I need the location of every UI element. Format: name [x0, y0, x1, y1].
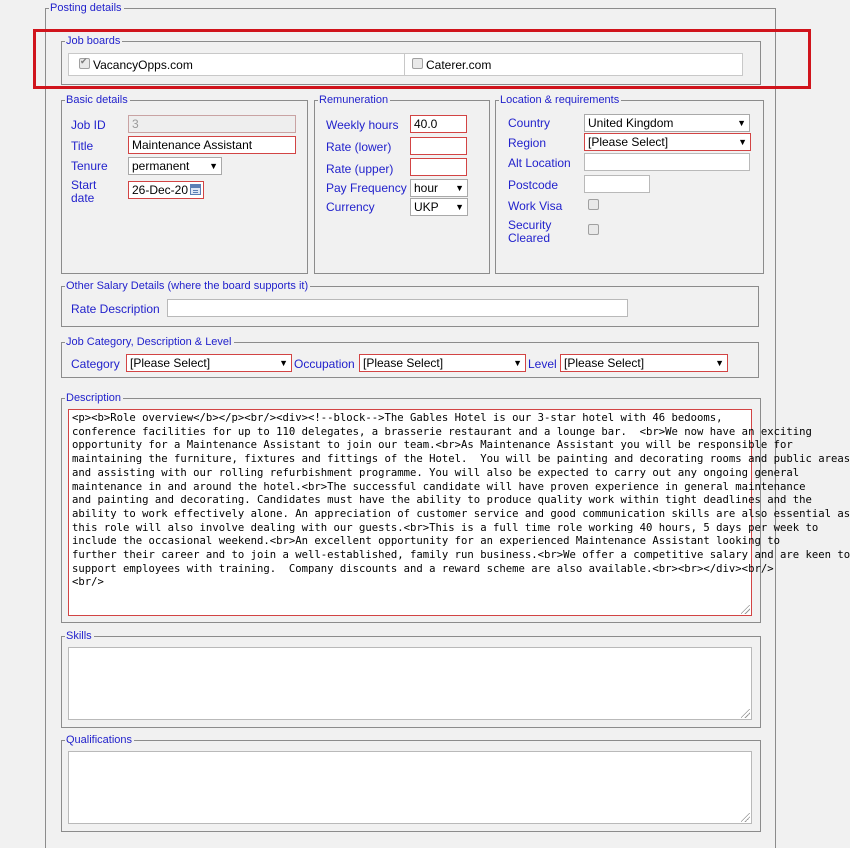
tenure-label: Tenure [71, 159, 108, 173]
skills-legend: Skills [66, 630, 92, 642]
alt-location-label: Alt Location [508, 156, 571, 170]
chevron-down-icon: ▼ [715, 358, 724, 368]
alt-location-input[interactable] [584, 153, 750, 171]
job-id-input: 3 [128, 115, 296, 133]
job-boards-highlight [33, 29, 811, 89]
location-fieldset [495, 94, 764, 274]
description-text: <p><b>Role overview</b></p><br/><div><!--block-->The Gables Hotel is our 3-star hotel with 46 bedooms, conference facilities for up to 110 delegates, a brasserie restaurant and a lounge bar. <br>We now have an exciting opportunity for a Maintenance Assistant to join our team.<br>As Maintenance Assistant you will be responsible for maintaining the furniture, fixtures and fittings of the Hotel. You will be painting and decorating rooms and public areas and assisting with our rolling refurbishment programme. You will also be expected to carry out any ongoing general maintenance in and around the hotel.<br>The successful candidate will have proven experience in general maintenance and painting and decorating. Candidates must have the ability to produce quality work within tight deadlines and the ability to work effectively alone. An appreciation of customer service and good communication skills are also essential as this role will also involve dealing with our guests.<br>This is a full time role working 40 hours, 5 days per week to include the occasional weekend.<br>An excellent opportunity for an experienced Maintenance Assistant looking to further their career and to join a well-established, family run business.<br>We offer a competitive salary and are keen to support employees with training. Company discounts and a reward scheme are also available.<br><br></div><br/> <br/> [72, 412, 850, 589]
job-category-legend: Job Category, Description & Level [66, 336, 232, 348]
chevron-down-icon: ▼ [513, 358, 522, 368]
work-visa-label: Work Visa [508, 199, 563, 213]
level-label: Level [528, 357, 557, 371]
caterer-label: Caterer.com [426, 58, 492, 72]
rate-description-label: Rate Description [71, 302, 160, 316]
country-select[interactable] [584, 114, 750, 132]
remuneration-fieldset [314, 94, 490, 274]
other-salary-legend: Other Salary Details (where the board supports it) [66, 280, 309, 292]
tenure-select[interactable] [128, 157, 222, 175]
security-cleared-label-1: Security [508, 218, 552, 232]
occupation-value: [Please Select] [363, 356, 444, 370]
chevron-down-icon: ▼ [209, 161, 218, 171]
start-date-label-2: date [71, 191, 95, 205]
start-date-value: 26-Dec-20 [132, 183, 189, 197]
other-salary-fieldset [61, 280, 759, 327]
qualifications-fieldset [61, 734, 761, 832]
region-select[interactable] [584, 133, 751, 151]
calendar-icon[interactable] [190, 184, 201, 195]
chevron-down-icon: ▼ [455, 202, 464, 212]
region-value: [Please Select] [588, 135, 669, 149]
chevron-down-icon: ▼ [455, 183, 464, 193]
currency-value: UKP [414, 200, 439, 214]
rate-upper-label: Rate (upper) [326, 162, 394, 176]
country-value: United Kingdom [588, 116, 674, 130]
country-label: Country [508, 116, 551, 130]
resize-grip-icon[interactable] [741, 709, 750, 718]
occupation-label: Occupation [294, 357, 355, 371]
currency-label: Currency [326, 200, 375, 214]
job-id-label: Job ID [71, 118, 106, 132]
resize-grip-icon[interactable] [741, 605, 750, 614]
category-label: Category [71, 357, 120, 371]
skills-textarea[interactable] [68, 647, 752, 720]
remuneration-legend: Remuneration [319, 94, 389, 106]
chevron-down-icon: ▼ [737, 118, 746, 128]
chevron-down-icon: ▼ [279, 358, 288, 368]
vacancyopps-label: VacancyOpps.com [93, 58, 193, 72]
rate-upper-input[interactable] [410, 158, 467, 176]
rate-description-input[interactable] [167, 299, 628, 317]
qualifications-legend: Qualifications [66, 734, 133, 746]
category-select[interactable] [126, 354, 292, 372]
description-fieldset [61, 392, 850, 623]
occupation-select[interactable] [359, 354, 526, 372]
basic-details-legend: Basic details [66, 94, 128, 106]
location-legend: Location & requirements [500, 94, 620, 106]
level-value: [Please Select] [564, 356, 645, 370]
pay-frequency-value: hour [414, 181, 439, 195]
title-label: Title [71, 139, 94, 153]
postcode-label: Postcode [508, 178, 559, 192]
skills-fieldset [61, 630, 761, 728]
posting-details-legend: Posting details [50, 2, 122, 14]
work-visa-checkbox[interactable] [588, 199, 599, 210]
currency-select[interactable] [410, 198, 468, 216]
job-category-fieldset [61, 336, 759, 378]
postcode-input[interactable] [584, 175, 650, 193]
category-value: [Please Select] [130, 356, 211, 370]
security-cleared-checkbox[interactable] [588, 224, 599, 235]
rate-lower-input[interactable] [410, 137, 467, 155]
level-select[interactable] [560, 354, 728, 372]
description-textarea[interactable] [68, 409, 850, 616]
security-cleared-label-2: Cleared [508, 231, 551, 245]
start-date-label-1: Start [71, 178, 97, 192]
basic-details-fieldset [61, 94, 308, 274]
title-input[interactable]: Maintenance Assistant [128, 136, 296, 154]
description-legend: Description [66, 392, 122, 404]
weekly-hours-label: Weekly hours [326, 118, 399, 132]
rate-lower-label: Rate (lower) [326, 140, 392, 154]
pay-frequency-label: Pay Frequency [326, 181, 407, 195]
resize-grip-icon[interactable] [741, 813, 750, 822]
chevron-down-icon: ▼ [738, 137, 747, 147]
tenure-value: permanent [132, 159, 190, 173]
qualifications-textarea[interactable] [68, 751, 752, 824]
region-label: Region [508, 136, 547, 150]
weekly-hours-input[interactable]: 40.0 [410, 115, 467, 133]
pay-frequency-select[interactable] [410, 179, 468, 197]
job-boards-legend: Job boards [66, 35, 121, 47]
